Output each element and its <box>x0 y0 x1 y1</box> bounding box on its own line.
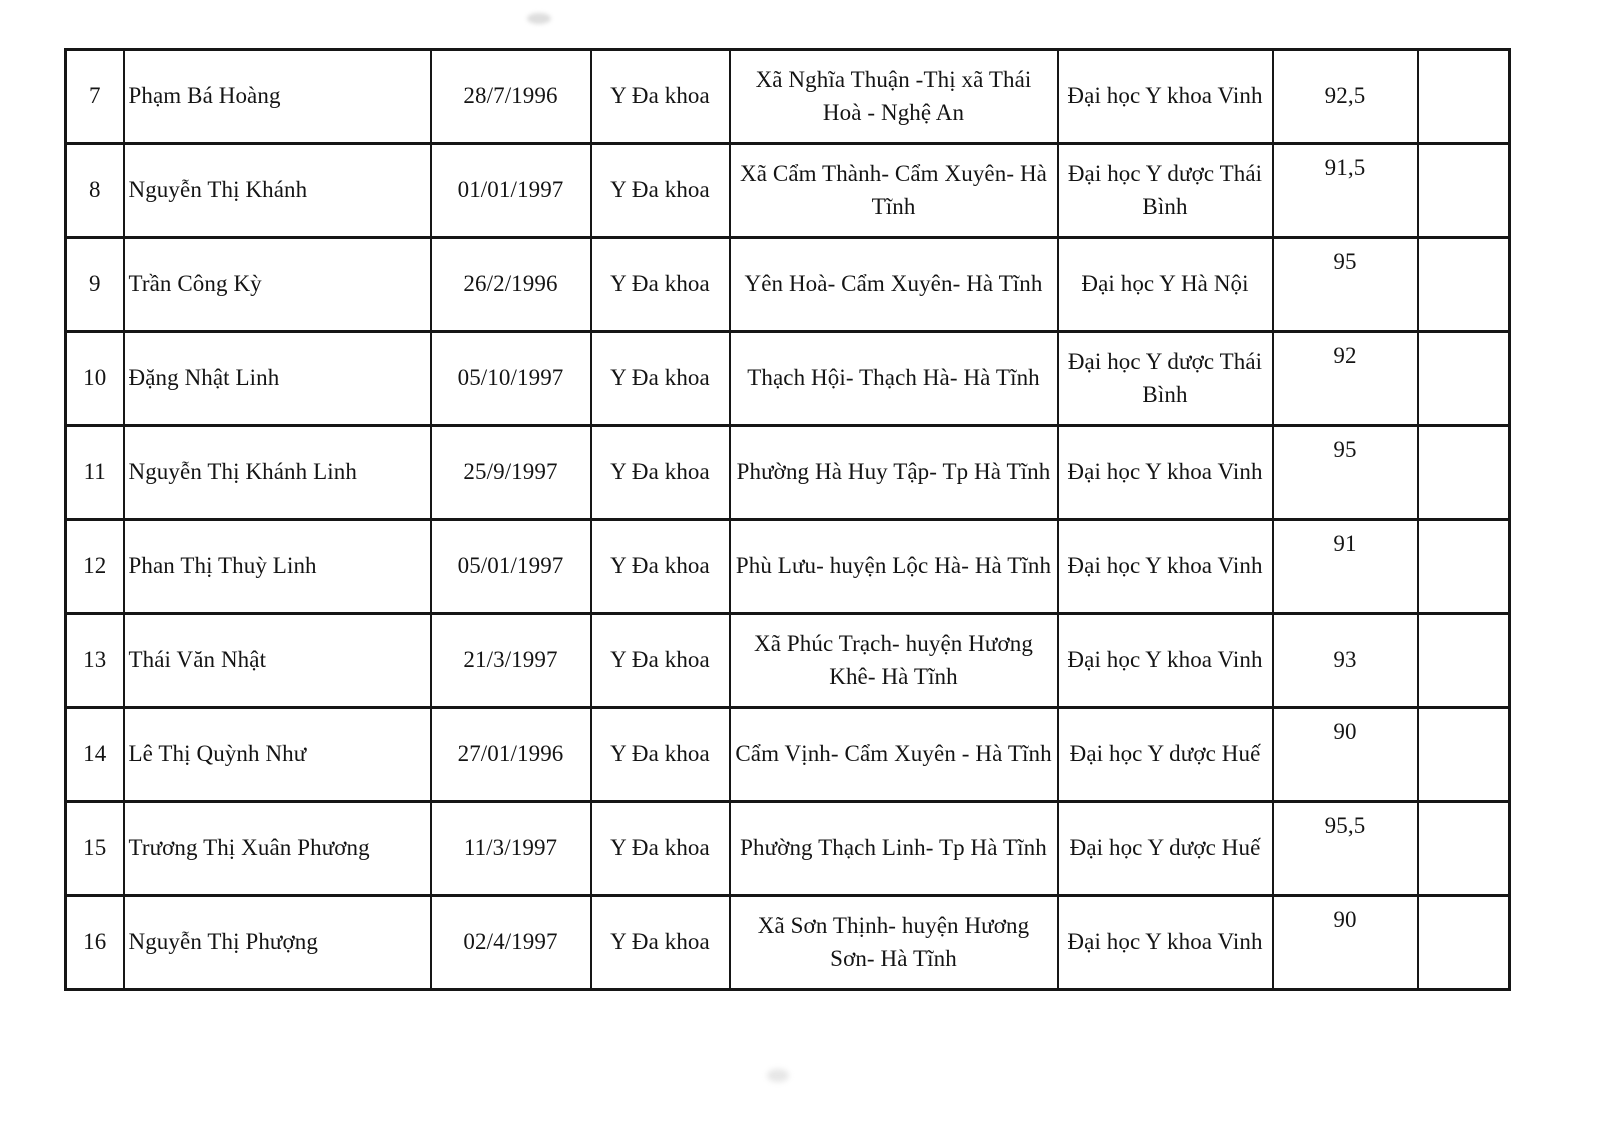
major-cell: Y Đa khoa <box>591 426 730 520</box>
university-cell: Đại học Y khoa Vinh <box>1058 50 1273 144</box>
major-cell: Y Đa khoa <box>591 332 730 426</box>
university-cell: Đại học Y khoa Vinh <box>1058 896 1273 990</box>
score-cell: 90 <box>1273 708 1418 802</box>
major-cell: Y Đa khoa <box>591 520 730 614</box>
row-number-cell: 12 <box>66 520 124 614</box>
address-cell: Phù Lưu- huyện Lộc Hà- Hà Tĩnh <box>730 520 1058 614</box>
dob-cell: 01/01/1997 <box>431 144 591 238</box>
table-row <box>66 802 1510 896</box>
row-number-cell: 7 <box>66 50 124 144</box>
table-row <box>66 238 1510 332</box>
score-cell: 90 <box>1273 896 1418 990</box>
university-cell: Đại học Y khoa Vinh <box>1058 520 1273 614</box>
dob-cell: 21/3/1997 <box>431 614 591 708</box>
name-cell: Phạm Bá Hoàng <box>124 50 431 144</box>
dob-cell: 26/2/1996 <box>431 238 591 332</box>
university-cell: Đại học Y dược Thái Bình <box>1058 144 1273 238</box>
student-roster-table <box>64 48 1511 991</box>
empty-cell <box>1418 50 1510 144</box>
table-row <box>66 896 1510 990</box>
score-cell: 95,5 <box>1273 802 1418 896</box>
empty-cell <box>1418 614 1510 708</box>
address-cell: Xã Cẩm Thành- Cẩm Xuyên- Hà Tĩnh <box>730 144 1058 238</box>
name-cell: Trương Thị Xuân Phương <box>124 802 431 896</box>
major-cell: Y Đa khoa <box>591 144 730 238</box>
name-cell: Lê Thị Quỳnh Như <box>124 708 431 802</box>
dob-cell: 05/01/1997 <box>431 520 591 614</box>
score-cell: 91,5 <box>1273 144 1418 238</box>
address-cell: Xã Sơn Thịnh- huyện Hương Sơn- Hà Tĩnh <box>730 896 1058 990</box>
score-cell: 92 <box>1273 332 1418 426</box>
empty-cell <box>1418 708 1510 802</box>
dob-cell: 28/7/1996 <box>431 50 591 144</box>
table-row <box>66 614 1510 708</box>
score-cell: 92,5 <box>1273 50 1418 144</box>
scan-smudge-top <box>527 13 551 24</box>
table-row <box>66 50 1510 144</box>
score-cell: 93 <box>1273 614 1418 708</box>
roster-body <box>66 50 1510 990</box>
university-cell: Đại học Y dược Huế <box>1058 802 1273 896</box>
university-cell: Đại học Y khoa Vinh <box>1058 426 1273 520</box>
address-cell: Phường Thạch Linh- Tp Hà Tĩnh <box>730 802 1058 896</box>
row-number-cell: 14 <box>66 708 124 802</box>
dob-cell: 05/10/1997 <box>431 332 591 426</box>
table-row <box>66 520 1510 614</box>
empty-cell <box>1418 238 1510 332</box>
table-row <box>66 708 1510 802</box>
score-cell: 91 <box>1273 520 1418 614</box>
university-cell: Đại học Y dược Thái Bình <box>1058 332 1273 426</box>
table-row <box>66 332 1510 426</box>
major-cell: Y Đa khoa <box>591 50 730 144</box>
empty-cell <box>1418 332 1510 426</box>
row-number-cell: 8 <box>66 144 124 238</box>
empty-cell <box>1418 520 1510 614</box>
table-row <box>66 144 1510 238</box>
major-cell: Y Đa khoa <box>591 896 730 990</box>
row-number-cell: 16 <box>66 896 124 990</box>
row-number-cell: 11 <box>66 426 124 520</box>
name-cell: Nguyễn Thị Phượng <box>124 896 431 990</box>
row-number-cell: 15 <box>66 802 124 896</box>
name-cell: Phan Thị Thuỳ Linh <box>124 520 431 614</box>
university-cell: Đại học Y Hà Nội <box>1058 238 1273 332</box>
score-cell: 95 <box>1273 426 1418 520</box>
name-cell: Trần Công Kỳ <box>124 238 431 332</box>
table-row <box>66 426 1510 520</box>
major-cell: Y Đa khoa <box>591 708 730 802</box>
university-cell: Đại học Y khoa Vinh <box>1058 614 1273 708</box>
empty-cell <box>1418 144 1510 238</box>
score-cell: 95 <box>1273 238 1418 332</box>
row-number-cell: 13 <box>66 614 124 708</box>
empty-cell <box>1418 426 1510 520</box>
address-cell: Thạch Hội- Thạch Hà- Hà Tĩnh <box>730 332 1058 426</box>
empty-cell <box>1418 896 1510 990</box>
name-cell: Đặng Nhật Linh <box>124 332 431 426</box>
major-cell: Y Đa khoa <box>591 614 730 708</box>
scan-smudge-bottom <box>767 1069 789 1082</box>
name-cell: Nguyễn Thị Khánh <box>124 144 431 238</box>
name-cell: Nguyễn Thị Khánh Linh <box>124 426 431 520</box>
row-number-cell: 10 <box>66 332 124 426</box>
address-cell: Cẩm Vịnh- Cẩm Xuyên - Hà Tĩnh <box>730 708 1058 802</box>
dob-cell: 11/3/1997 <box>431 802 591 896</box>
dob-cell: 25/9/1997 <box>431 426 591 520</box>
dob-cell: 27/01/1996 <box>431 708 591 802</box>
address-cell: Yên Hoà- Cẩm Xuyên- Hà Tĩnh <box>730 238 1058 332</box>
major-cell: Y Đa khoa <box>591 238 730 332</box>
row-number-cell: 9 <box>66 238 124 332</box>
dob-cell: 02/4/1997 <box>431 896 591 990</box>
empty-cell <box>1418 802 1510 896</box>
name-cell: Thái Văn Nhật <box>124 614 431 708</box>
address-cell: Xã Nghĩa Thuận -Thị xã Thái Hoà - Nghệ An <box>730 50 1058 144</box>
major-cell: Y Đa khoa <box>591 802 730 896</box>
university-cell: Đại học Y dược Huế <box>1058 708 1273 802</box>
address-cell: Xã Phúc Trạch- huyện Hương Khê- Hà Tĩnh <box>730 614 1058 708</box>
address-cell: Phường Hà Huy Tập- Tp Hà Tĩnh <box>730 426 1058 520</box>
